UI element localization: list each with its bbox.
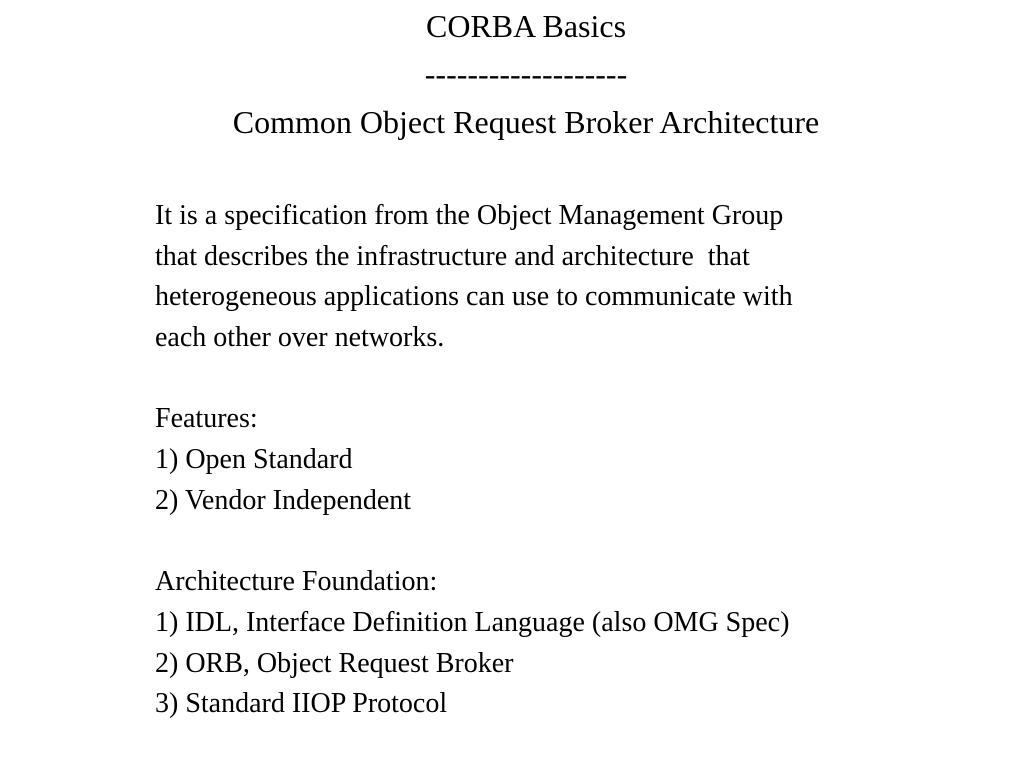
architecture-section xyxy=(155,562,1015,725)
features-heading: Features: xyxy=(155,403,258,435)
intro-line: heterogeneous applications can use to communicate with xyxy=(155,281,793,313)
spacer xyxy=(155,359,1015,400)
architecture-item: 3) Standard IIOP Protocol xyxy=(155,688,448,720)
intro-line: It is a specification from the Object Management Group xyxy=(155,200,784,231)
title-main: CORBA Basics xyxy=(425,8,627,44)
title-subtitle: Common Object Request Broker Architecture xyxy=(232,104,820,140)
spacer xyxy=(155,522,1015,563)
features-item: 1) Open Standard xyxy=(155,444,353,476)
architecture-item: 2) ORB, Object Request Broker xyxy=(155,647,514,679)
architecture-item: 1) IDL, Interface Definition Language (also OMG Spec) xyxy=(155,606,790,638)
intro-line: each other over networks. xyxy=(155,322,445,354)
title-divider: ------------------- xyxy=(424,56,628,92)
intro-line: that describes the infrastructure and architecture that xyxy=(155,240,750,272)
architecture-heading: Architecture Foundation: xyxy=(155,566,438,598)
intro-paragraph xyxy=(155,196,1015,359)
slide-title xyxy=(0,2,1024,146)
slide-body xyxy=(155,196,1015,725)
features-section xyxy=(155,399,1015,521)
features-item: 2) Vendor Independent xyxy=(155,484,412,516)
